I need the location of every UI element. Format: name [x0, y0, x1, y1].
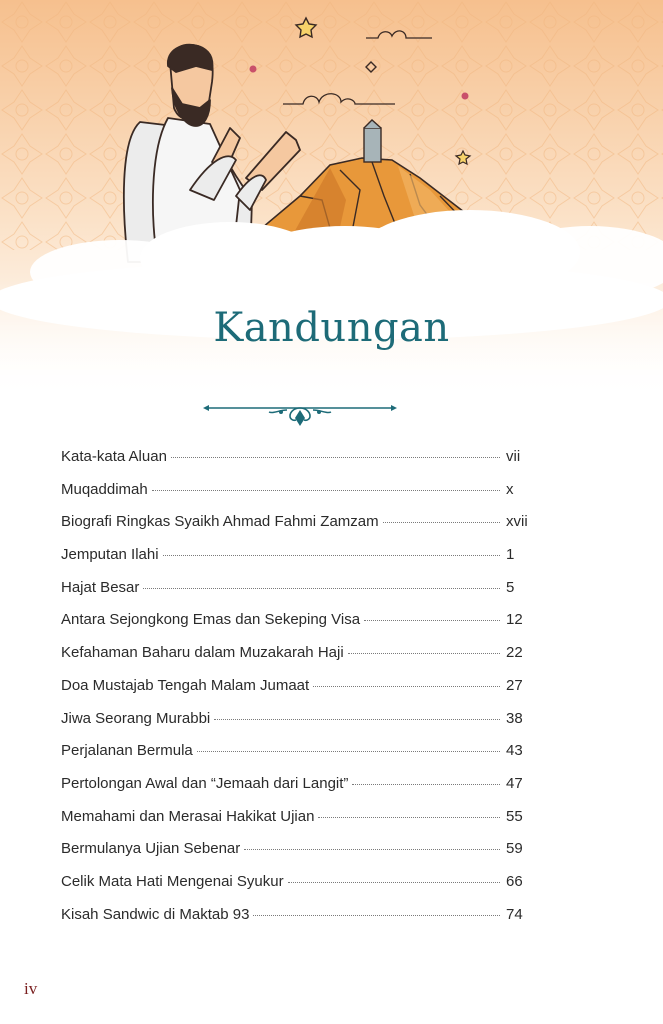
toc-entry[interactable]: [61, 742, 536, 775]
toc-entry-page: 38: [506, 709, 523, 727]
toc-entry-title: Celik Mata Hati Mengenai Syukur: [61, 872, 284, 890]
toc-entry-page: x: [506, 480, 514, 498]
page-title: Kandungan: [213, 305, 450, 351]
toc-entry-page: 5: [506, 578, 515, 596]
toc-entry-page: vii: [506, 448, 521, 465]
toc-leader-dots: [163, 555, 500, 556]
toc-entry-page: xvii: [506, 513, 528, 531]
toc-entry[interactable]: [61, 644, 536, 677]
toc-entry-page: 22: [506, 644, 523, 662]
toc-entry-title: Hajat Besar: [61, 578, 140, 596]
toc-leader-dots: [152, 490, 500, 491]
toc-entry-page: 74: [506, 905, 523, 923]
toc-entry-title: Doa Mustajab Tengah Malam Jumaat: [61, 676, 310, 694]
toc-entry-title: Jemputan Ilahi: [61, 546, 159, 564]
toc-leader-dots: [313, 686, 500, 687]
divider-ornament-icon: [203, 396, 397, 432]
toc-leader-dots: [253, 915, 500, 916]
toc-entry[interactable]: [61, 579, 536, 612]
table-of-contents: [61, 448, 536, 938]
toc-entry[interactable]: [61, 840, 536, 873]
toc-leader-dots: [171, 457, 500, 458]
toc-entry-title: Kisah Sandwic di Maktab 93: [61, 905, 250, 923]
toc-entry-title: Perjalanan Bermula: [61, 742, 193, 760]
toc-leader-dots: [364, 620, 500, 621]
toc-entry[interactable]: [61, 677, 536, 710]
toc-entry[interactable]: [61, 448, 536, 481]
toc-entry-title: Kata-kata Aluan: [61, 448, 167, 465]
toc-entry-page: 55: [506, 807, 523, 825]
toc-leader-dots: [214, 719, 500, 720]
toc-entry-title: Kefahaman Baharu dalam Muzakarah Haji: [61, 644, 344, 662]
toc-leader-dots: [244, 849, 500, 850]
toc-entry[interactable]: [61, 611, 536, 644]
toc-entry[interactable]: [61, 906, 536, 939]
toc-entry[interactable]: [61, 481, 536, 514]
toc-entry[interactable]: [61, 775, 536, 808]
toc-entry-title: Bermulanya Ujian Sebenar: [61, 840, 241, 858]
toc-entry-title: Antara Sejongkong Emas dan Sekeping Visa: [61, 611, 361, 629]
toc-leader-dots: [143, 588, 500, 589]
toc-leader-dots: [352, 784, 500, 785]
toc-leader-dots: [197, 751, 500, 752]
toc-entry-title: Pertolongan Awal dan “Jemaah dari Langit”: [61, 774, 349, 792]
toc-entry[interactable]: [61, 513, 536, 546]
toc-entry-title: Biografi Ringkas Syaikh Ahmad Fahmi Zamzam: [61, 513, 379, 531]
toc-entry-page: 27: [506, 676, 523, 694]
toc-entry-title: Muqaddimah: [61, 480, 148, 498]
toc-entry-page: 66: [506, 872, 523, 890]
toc-leader-dots: [348, 653, 500, 654]
toc-leader-dots: [318, 817, 500, 818]
toc-entry-page: 47: [506, 774, 523, 792]
toc-leader-dots: [288, 882, 500, 883]
toc-entry-page: 1: [506, 546, 515, 564]
toc-entry[interactable]: [61, 710, 536, 743]
page-number: iv: [24, 979, 38, 998]
toc-entry-page: 59: [506, 840, 523, 858]
toc-entry-page: 43: [506, 742, 523, 760]
toc-entry[interactable]: [61, 808, 536, 841]
toc-entry-page: 12: [506, 611, 523, 629]
toc-entry[interactable]: [61, 873, 536, 906]
toc-leader-dots: [383, 522, 500, 523]
toc-entry-title: Jiwa Seorang Murabbi: [61, 709, 211, 727]
toc-entry[interactable]: [61, 546, 536, 579]
toc-entry-title: Memahami dan Merasai Hakikat Ujian: [61, 807, 315, 825]
